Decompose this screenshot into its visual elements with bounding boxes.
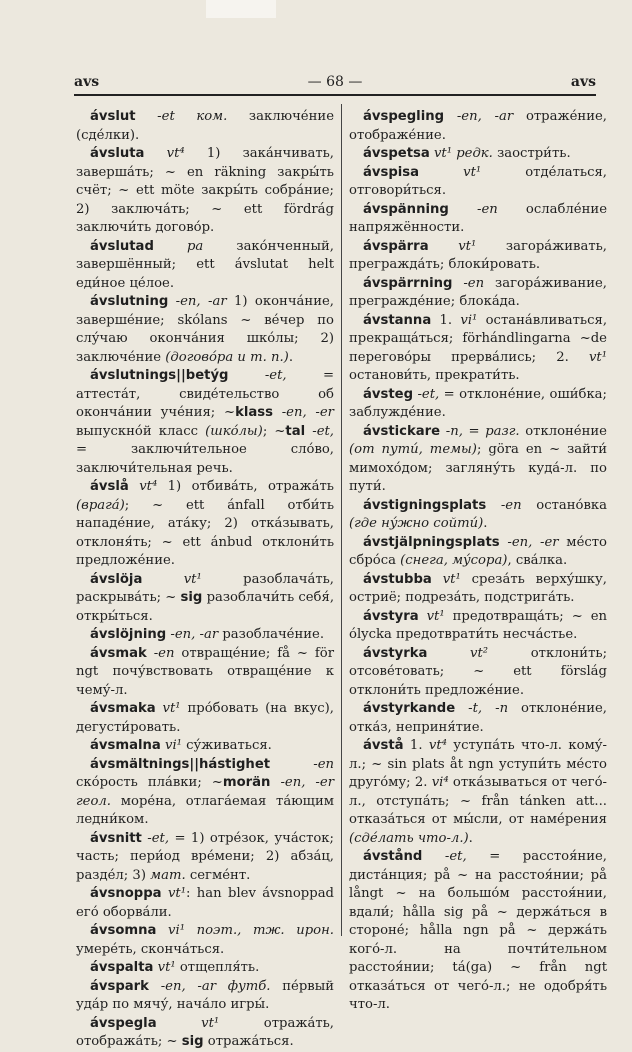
grammar-note: -en, -ar bbox=[444, 109, 514, 124]
definition-text: ; ~ ett ánfall отби́ть нападе́ние, ата́ку; 2) отка́зывать, отклоня́ть; ~ ett ánbud отклони́ть предложе́ние. bbox=[76, 497, 334, 568]
dictionary-entry bbox=[76, 367, 334, 478]
grammar-note: -en, -ar футб. bbox=[148, 978, 271, 994]
definition-text: пе́рвый уда́р по мячу́, нача́ло игры́. bbox=[76, 978, 334, 1012]
grammar-note: vi¹ bbox=[460, 312, 478, 328]
grammar-note: vt⁴ bbox=[144, 146, 185, 161]
definition-text: заключе́ние (сде́лки). bbox=[76, 109, 334, 143]
definition-text: отка́зываться от чего́-л., отступа́ть; ~ från tánken att... отказа́ться от мы́сли, от наме́рения bbox=[349, 775, 607, 827]
grammar-note: -en, -ar bbox=[168, 294, 227, 309]
definition-text: 1. bbox=[431, 312, 461, 328]
grammar-note: vt¹ bbox=[142, 571, 202, 587]
page-number: — 68 — bbox=[307, 74, 363, 90]
dictionary-entry bbox=[76, 978, 334, 1015]
dictionary-entry bbox=[349, 737, 607, 848]
grammar-note: vt¹ редк. bbox=[429, 146, 493, 161]
grammar-note: -et ком. bbox=[135, 109, 228, 124]
headword: klass bbox=[235, 405, 273, 420]
definition-text: останови́ть, прекрати́ть. bbox=[349, 368, 520, 383]
definition-text: = расстоя́ние, диста́нция; på ~ на расстоя́нии; på långt ~ на большо́м расстоя́нии, вдали́; hålla sig på ~ держа́ться в стороне́; hålla ngn på ~ держа́ть кого́-л. на почти́тельном расстоя́нии; tá(ga) ~ från ngt отказа́ться от чего́-л.; не одобря́ть что-л. bbox=[349, 849, 608, 1012]
dictionary-entry bbox=[349, 608, 607, 645]
grammar-note: vt¹ bbox=[418, 608, 445, 624]
definition-text: = аттеста́т, свиде́тельство об оконча́нии уче́ния; ~ bbox=[76, 368, 334, 420]
header-guide-word-left: avs bbox=[74, 74, 100, 90]
grammar-note: vt¹ bbox=[153, 960, 176, 975]
headword: ávstyrka bbox=[363, 645, 428, 661]
headword: ávslutnings||betýg bbox=[90, 368, 229, 383]
headword: ávspetsa bbox=[363, 146, 430, 161]
headword: ávsomna bbox=[90, 923, 157, 938]
grammar-note: vt¹ bbox=[431, 571, 461, 587]
dictionary-entry bbox=[349, 848, 607, 1015]
headword: ávstyra bbox=[363, 608, 419, 624]
grammar-note: -et, bbox=[228, 368, 287, 383]
definition-text: . bbox=[288, 349, 294, 365]
headword: ávstånd bbox=[363, 849, 423, 864]
headword: ávsteg bbox=[363, 386, 414, 402]
definition-text: зако́нченный, завершённый; ett ávslutat helt еди́ное це́лое. bbox=[76, 238, 334, 291]
definition-text: заостри́ть. bbox=[492, 146, 571, 161]
dictionary-entry bbox=[76, 293, 334, 367]
grammar-note: -en bbox=[146, 645, 175, 661]
headword: ávsnoppa bbox=[90, 886, 162, 901]
headword: ávsmak bbox=[90, 645, 147, 661]
grammar-note: (от пути́, темы) bbox=[349, 442, 477, 457]
grammar-note: vt⁴ bbox=[128, 479, 158, 494]
headword: ávspark bbox=[90, 978, 149, 994]
definition-text: отража́ться. bbox=[203, 1034, 294, 1049]
headword: ávspärrning bbox=[363, 275, 453, 291]
headword: tal bbox=[285, 423, 306, 439]
definition-text: разоблаче́ние. bbox=[218, 627, 325, 642]
headword: ávstå bbox=[363, 738, 404, 753]
grammar-note: -n, = разг. bbox=[440, 423, 520, 439]
definition-text: отщепля́ть. bbox=[175, 960, 260, 975]
definition-text: су́живаться. bbox=[181, 738, 272, 753]
grammar-note: vt¹ bbox=[588, 349, 607, 365]
dictionary-entry bbox=[76, 108, 334, 145]
headword: ávslut bbox=[90, 109, 136, 124]
definition-text: , сва́лка. bbox=[507, 553, 568, 568]
grammar-note: -et, bbox=[413, 386, 440, 402]
headword: ávspänning bbox=[363, 201, 449, 217]
definition-text: отража́ть, отобража́ть; ~ bbox=[76, 1015, 334, 1049]
definition-text: остано́вка bbox=[521, 497, 608, 513]
grammar-note: pa bbox=[153, 238, 204, 254]
paper-scrap bbox=[206, 0, 276, 18]
dictionary-entry bbox=[349, 238, 607, 275]
grammar-note: vt¹ bbox=[155, 701, 181, 716]
definition-text: отвраще́ние; få ~ för ngt почу́вствовать отвраще́ние к чему́-л. bbox=[76, 645, 334, 698]
grammar-note: -en bbox=[486, 497, 522, 513]
definition-text: 1) зака́нчивать, заверша́ть; ~ en räkning закры́ть счёт; ~ ett möte закры́ть собра́ние; 2) заключа́ть; ~ ett fördrág заключи́ть догово́р. bbox=[76, 146, 334, 235]
grammar-note: vi⁴ bbox=[431, 775, 449, 790]
header-guide-word-right: avs bbox=[570, 74, 596, 90]
dictionary-entry bbox=[349, 201, 607, 238]
dictionary-entry bbox=[76, 626, 334, 645]
dictionary-entry bbox=[349, 164, 607, 201]
dictionary-entry bbox=[349, 145, 607, 164]
dictionary-entry bbox=[76, 1015, 334, 1052]
headword: sig bbox=[180, 590, 203, 605]
definition-text: 1) отбива́ть, отража́ть bbox=[157, 479, 334, 494]
grammar-note: -en, -er bbox=[272, 405, 334, 420]
grammar-note: -en bbox=[452, 275, 485, 291]
definition-text: среза́ть верху́шку, остриё; подреза́ть, подстрига́ть. bbox=[349, 571, 607, 605]
grammar-note: -en, -er геол. bbox=[76, 775, 334, 809]
definition-text: ско́рость пла́вки; ~ bbox=[76, 775, 223, 790]
grammar-note: мат. bbox=[150, 867, 186, 883]
grammar-note: -en, -er bbox=[499, 534, 559, 550]
header-rule bbox=[74, 94, 596, 96]
definition-text: отклоне́ние, отка́з, неприня́тие. bbox=[349, 701, 608, 735]
headword: ávslutning bbox=[90, 294, 169, 309]
grammar-note: vt⁴ bbox=[428, 738, 447, 753]
definition-text: предотвраща́ть; ~ en ólycka предотврати́ть несча́стье. bbox=[349, 608, 607, 642]
headword: ávstigningsplats bbox=[363, 497, 487, 513]
headword: ávsnitt bbox=[90, 830, 142, 846]
definition-text: 1. bbox=[403, 738, 429, 753]
definition-text: ослабле́ние напряжённости. bbox=[349, 201, 607, 235]
definition-text: = отклоне́ние, оши́бка; заблужде́ние. bbox=[349, 386, 607, 420]
definition-text: отклони́ть; отсове́товать; ~ ett förslág отклони́ть предложе́ние. bbox=[349, 645, 608, 698]
grammar-note: -en bbox=[270, 756, 334, 772]
definition-text: отраже́ние, отображе́ние. bbox=[349, 109, 607, 143]
headword: ávsmältnings||hástighet bbox=[90, 756, 271, 772]
dictionary-entry bbox=[349, 700, 607, 737]
definition-text: остана́вливаться, прекраща́ться; förhándlingarna ~de перегово́ры прерва́лись; 2. bbox=[349, 312, 608, 365]
dictionary-entry bbox=[349, 108, 607, 145]
grammar-note: vt¹ bbox=[156, 1015, 220, 1031]
grammar-note: -t, -n bbox=[455, 701, 509, 716]
dictionary-entry bbox=[76, 737, 334, 756]
headword: ávspalta bbox=[90, 960, 154, 975]
grammar-note: -et, bbox=[141, 830, 170, 846]
dictionary-entry bbox=[76, 571, 334, 627]
definition-text: ме́сто сбро́са bbox=[349, 534, 607, 568]
dictionary-entry bbox=[76, 885, 334, 922]
headword: ávsluta bbox=[90, 146, 145, 161]
definition-text: . bbox=[468, 830, 473, 846]
dictionary-entry bbox=[76, 238, 334, 294]
grammar-note: vt² bbox=[427, 645, 489, 661]
grammar-note: vt¹ bbox=[428, 238, 477, 254]
definition-text: = 1) отре́зок, уча́сток; часть; пери́од вре́мени; 2) абза́ц, разде́л; 3) bbox=[76, 830, 334, 883]
dictionary-entry bbox=[349, 497, 607, 534]
definition-text: разоблачи́ть себя́, откры́ться. bbox=[76, 590, 335, 624]
headword: ávslå bbox=[90, 479, 129, 494]
grammar-note: (врага́) bbox=[76, 497, 125, 513]
definition-text: отде́латься, отговори́ться. bbox=[349, 164, 608, 198]
dictionary-entry bbox=[349, 275, 607, 312]
headword: ávstickare bbox=[363, 423, 441, 439]
dictionary-entry bbox=[349, 534, 607, 571]
dictionary-entry bbox=[349, 312, 607, 386]
grammar-note: -en bbox=[448, 201, 498, 217]
grammar-note: (шко́лы) bbox=[205, 423, 263, 439]
dictionary-entry bbox=[76, 645, 334, 701]
definition-text: загора́живать, прегражда́ть; блоки́ровать. bbox=[349, 238, 608, 272]
headword: ávstyrkande bbox=[363, 701, 456, 716]
dictionary-entry bbox=[76, 756, 334, 830]
grammar-note: (догово́ра и т. п.) bbox=[165, 349, 289, 365]
headword: ávspegling bbox=[363, 109, 445, 124]
grammar-note: (снега, му́сора) bbox=[400, 553, 508, 568]
headword: ávsmaka bbox=[90, 701, 156, 716]
grammar-note: vt¹ bbox=[161, 886, 186, 901]
headword: ávstanna bbox=[363, 312, 432, 328]
definition-text: загора́живание, прегражде́ние; блока́да. bbox=[349, 275, 608, 309]
definition-text: про́бовать (на вкус), дегусти́ровать. bbox=[76, 701, 334, 735]
grammar-note: (где ну́жно сойти́) bbox=[349, 516, 484, 531]
definition-text: разоблача́ть, раскрыва́ть; ~ bbox=[76, 571, 334, 605]
grammar-note: -en, -ar bbox=[166, 627, 219, 642]
headword: ávspärra bbox=[363, 238, 429, 254]
definition-text: 1) оконча́ние, заверше́ние; skólans ~ ве́чер по слу́чаю оконча́ния шко́лы; 2) заключе́ние bbox=[76, 294, 334, 365]
column-divider bbox=[341, 104, 342, 936]
definition-text: умере́ть, сконча́ться. bbox=[76, 941, 225, 957]
headword: ávslöja bbox=[90, 571, 143, 587]
dictionary-entry bbox=[349, 571, 607, 608]
definition-text: выпускно́й класс bbox=[76, 423, 206, 439]
grammar-note: -et, bbox=[422, 849, 467, 864]
grammar-note: vi¹ bbox=[160, 738, 182, 753]
headword: morän bbox=[222, 775, 271, 790]
dictionary-entry bbox=[76, 478, 334, 571]
definition-text: уступа́ть что-л. кому́-л.; ~ sin plats åt ngn уступи́ть ме́сто друго́му; 2. bbox=[349, 738, 607, 790]
definition-text: . bbox=[483, 516, 488, 531]
dictionary-entry bbox=[349, 645, 607, 701]
definition-text: отклоне́ние bbox=[519, 423, 607, 439]
dictionary-entry bbox=[76, 145, 334, 238]
headword: ávspisa bbox=[363, 164, 420, 180]
headword: ávstjälpningsplats bbox=[363, 534, 500, 550]
page-header bbox=[74, 74, 596, 94]
grammar-note: (сде́лать что-л.) bbox=[349, 830, 469, 846]
headword: ávslutad bbox=[90, 238, 154, 254]
headword: ávspegla bbox=[90, 1015, 157, 1031]
headword: ávstubba bbox=[363, 571, 432, 587]
definition-text: ; göra en ~ зайти́ мимохо́дом; загляну́ть куда́-л. по пути́. bbox=[349, 442, 607, 494]
definition-text: море́на, отлага́емая та́ющим ледни́ком. bbox=[76, 793, 334, 827]
definition-text: : han blev ávsnoppad его́ оборва́ли. bbox=[76, 886, 334, 920]
dictionary-entry bbox=[76, 922, 334, 959]
definition-text: ; ~ bbox=[262, 423, 286, 439]
headword: ávslöjning bbox=[90, 627, 167, 642]
definition-text: сегме́нт. bbox=[185, 867, 251, 883]
dictionary-entry bbox=[76, 959, 334, 978]
dictionary-entry bbox=[349, 386, 607, 423]
headword: ávsmalna bbox=[90, 738, 161, 753]
dictionary-entry bbox=[349, 423, 607, 497]
left-column bbox=[76, 108, 334, 1052]
grammar-note: vt¹ bbox=[419, 164, 482, 180]
dictionary-entry bbox=[76, 700, 334, 737]
definition-text: = заключи́тельное сло́во, заключи́тельная речь. bbox=[76, 442, 334, 476]
grammar-note: -et, bbox=[305, 423, 334, 439]
dictionary-entry bbox=[76, 830, 334, 886]
right-column bbox=[349, 108, 607, 1015]
headword: sig bbox=[181, 1034, 204, 1049]
grammar-note: vi¹ поэт., тж. ирон. bbox=[156, 923, 334, 938]
